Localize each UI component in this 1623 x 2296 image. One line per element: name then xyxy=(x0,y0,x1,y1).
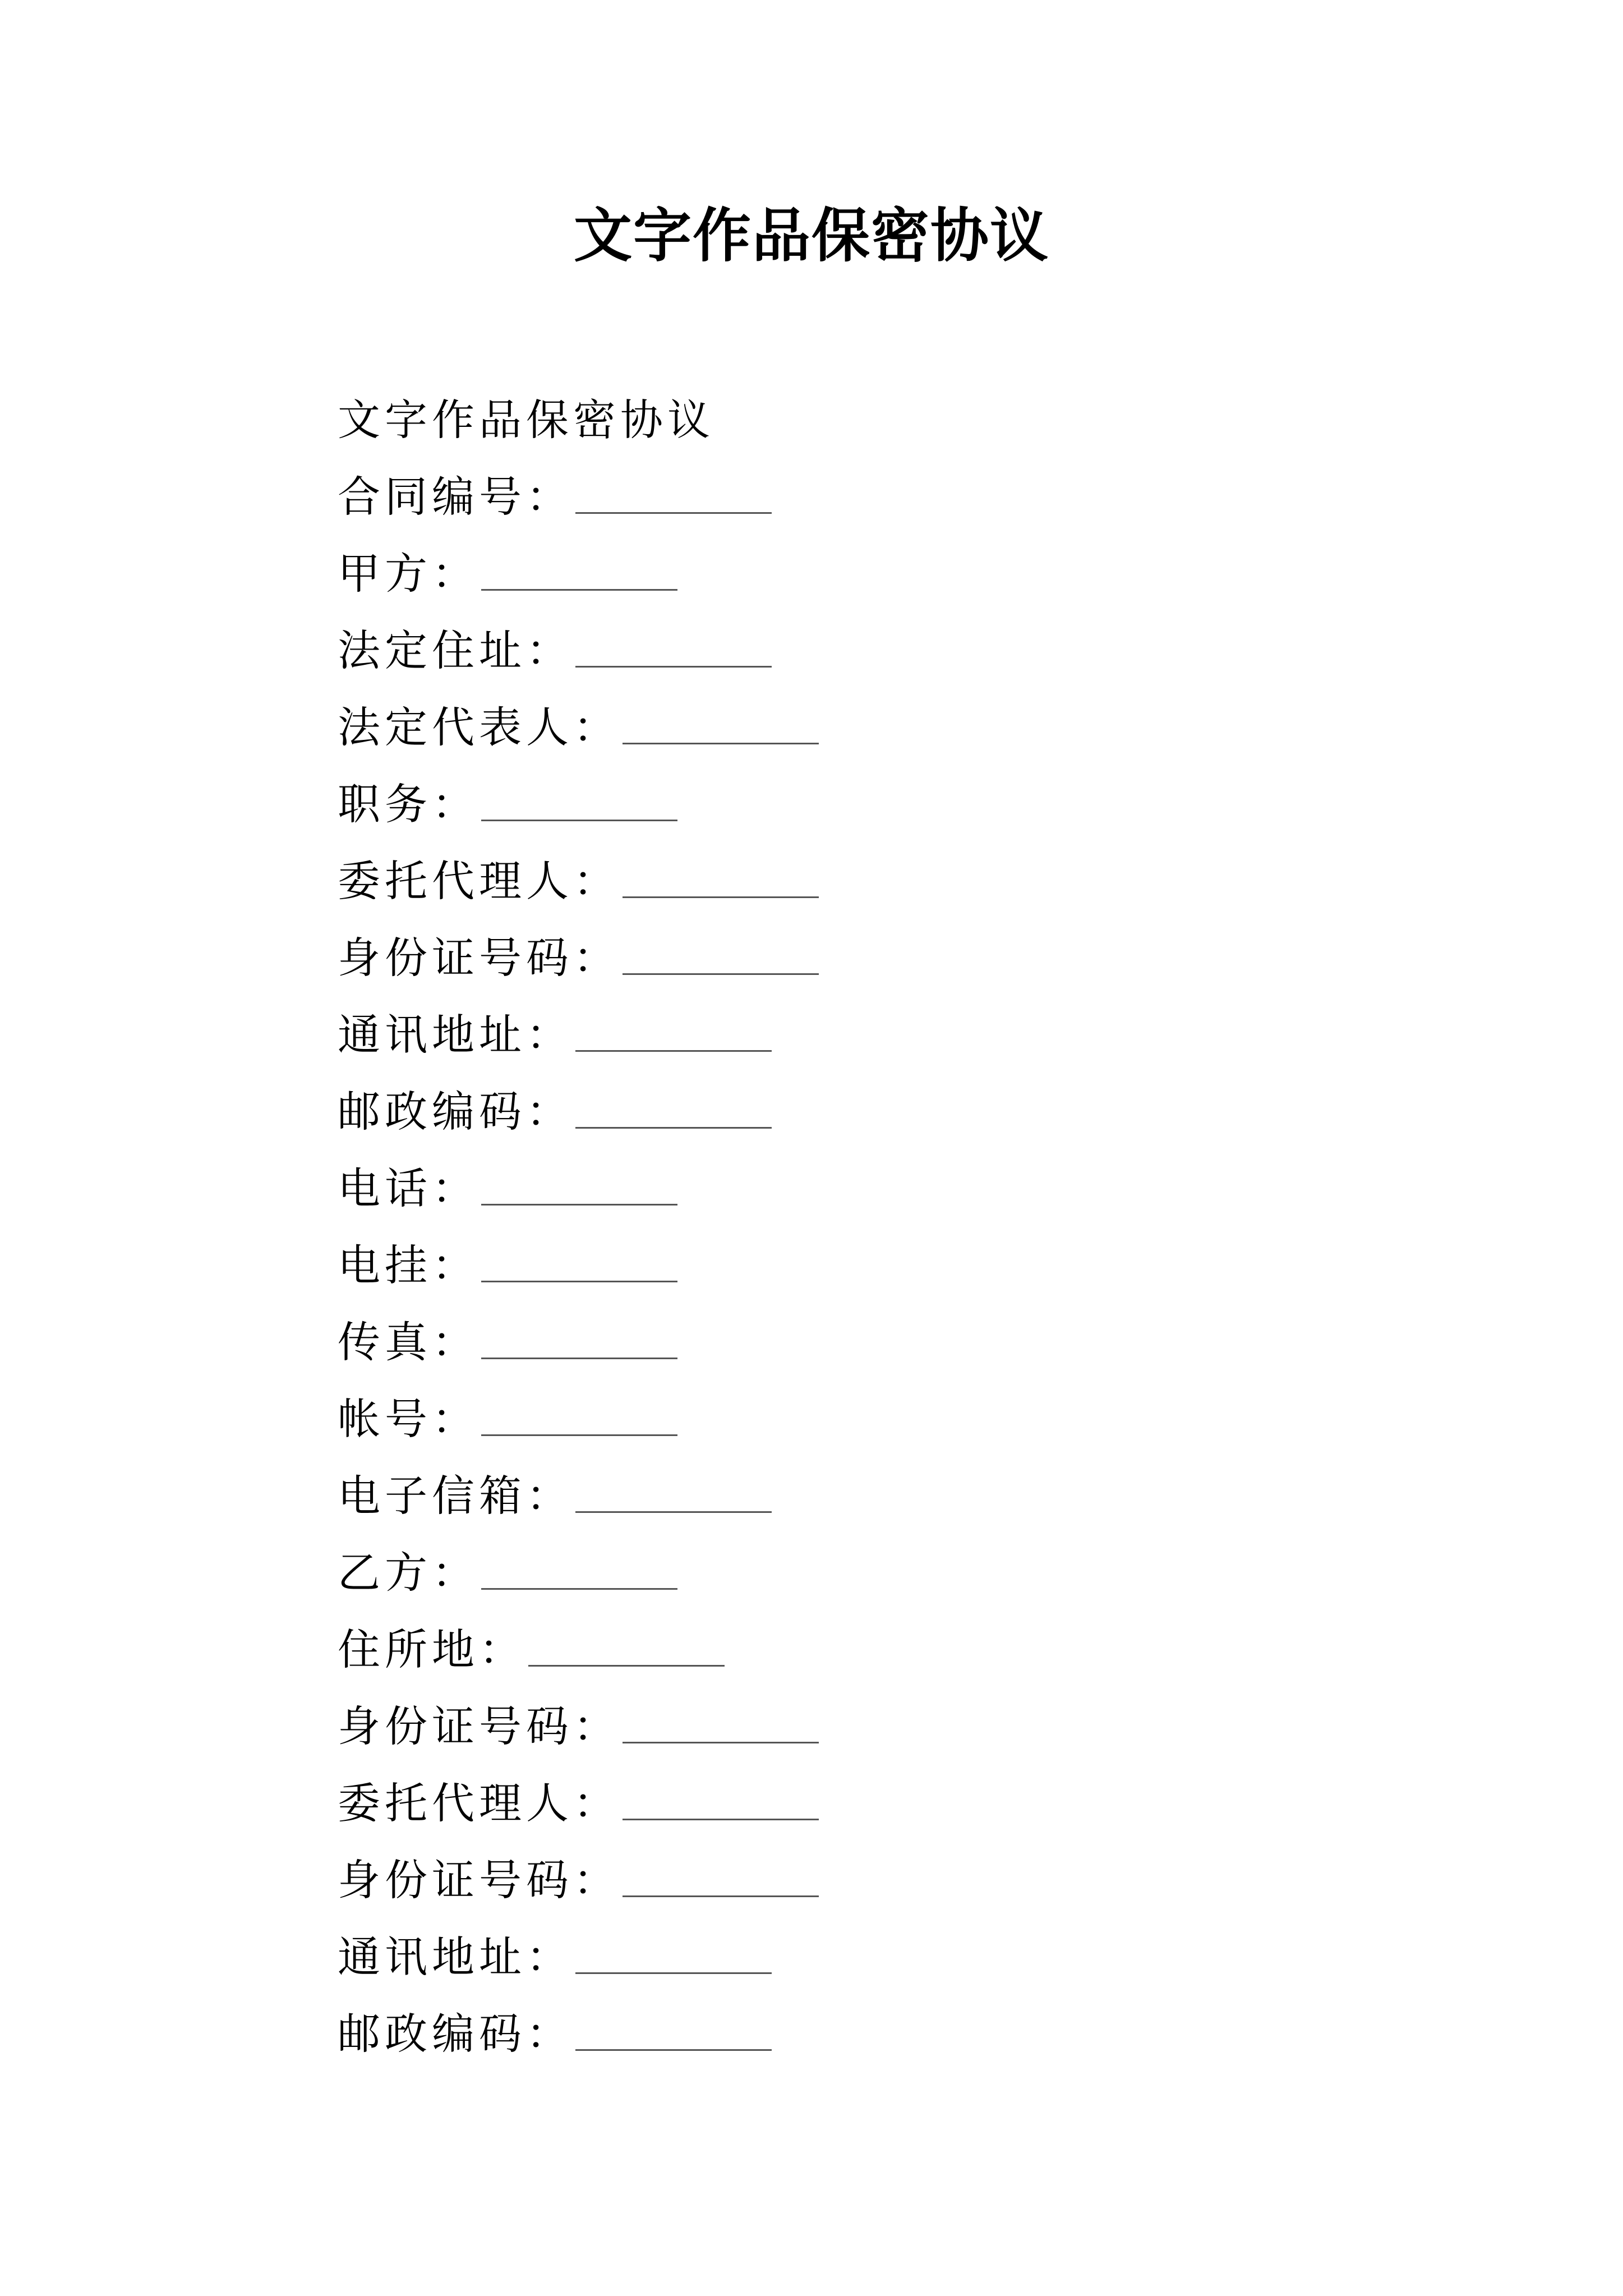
field-party-a xyxy=(338,535,1459,612)
fill-in-blank xyxy=(575,1472,772,1513)
fill-in-blank xyxy=(481,1549,677,1590)
field-label: 通讯地址： xyxy=(338,1010,573,1060)
fill-in-blank xyxy=(623,1703,819,1743)
field-label: 邮政编码： xyxy=(338,1087,573,1137)
fill-in-blank xyxy=(481,780,677,821)
field-residence xyxy=(338,1611,1459,1688)
field-party-b xyxy=(338,1534,1459,1611)
field-id-number-a xyxy=(338,919,1459,996)
field-agent-b xyxy=(338,1765,1459,1842)
fill-in-blank xyxy=(528,1626,725,1667)
field-legal-representative xyxy=(338,689,1459,766)
field-fax xyxy=(338,1304,1459,1381)
field-label: 电子信箱： xyxy=(338,1471,573,1521)
field-label: 电挂： xyxy=(338,1240,479,1290)
field-contract-number xyxy=(338,458,1459,535)
fill-in-blank xyxy=(481,550,677,591)
fill-in-blank xyxy=(623,857,819,898)
fill-in-blank xyxy=(623,703,819,744)
field-label: 传真： xyxy=(338,1317,479,1367)
field-mailing-address-b xyxy=(338,1918,1459,1995)
field-label: 身份证号码： xyxy=(338,1701,620,1751)
fill-in-blank xyxy=(575,1088,772,1129)
field-label: 甲方： xyxy=(338,549,479,599)
fill-in-blank xyxy=(481,1165,677,1205)
field-label: 合同编号： xyxy=(338,472,573,522)
fill-in-blank xyxy=(575,1011,772,1052)
field-label: 职务： xyxy=(338,779,479,829)
field-label: 法定住址： xyxy=(338,625,573,675)
field-label: 帐号： xyxy=(338,1394,479,1444)
document-body xyxy=(338,381,1459,2072)
field-telegraph xyxy=(338,1227,1459,1304)
fill-in-blank xyxy=(481,1395,677,1436)
field-agent-id-number-b xyxy=(338,1842,1459,1918)
field-label: 委托代理人： xyxy=(338,1778,620,1828)
field-label: 通讯地址： xyxy=(338,1932,573,1982)
field-account xyxy=(338,1381,1459,1457)
fill-in-blank xyxy=(623,1856,819,1897)
document-subtitle: 文字作品保密协议 xyxy=(338,395,714,445)
fill-in-blank xyxy=(575,627,772,668)
field-position xyxy=(338,766,1459,843)
field-label: 身份证号码： xyxy=(338,1855,620,1905)
field-label: 乙方： xyxy=(338,1548,479,1598)
fill-in-blank xyxy=(481,1318,677,1359)
fill-in-blank xyxy=(623,934,819,975)
fill-in-blank xyxy=(481,1241,677,1282)
field-email xyxy=(338,1457,1459,1534)
field-mailing-address-a xyxy=(338,996,1459,1073)
field-label: 身份证号码： xyxy=(338,933,620,983)
field-id-number-b xyxy=(338,1688,1459,1765)
fill-in-blank xyxy=(575,2010,772,2051)
field-agent-a xyxy=(338,843,1459,919)
document-title: 文字作品保密协议 xyxy=(573,201,1049,270)
fill-in-blank xyxy=(575,473,772,514)
field-label: 住所地： xyxy=(338,1625,526,1674)
field-label: 法定代表人： xyxy=(338,702,620,752)
fill-in-blank xyxy=(575,1933,772,1974)
field-label: 邮政编码： xyxy=(338,2009,573,2059)
field-postal-code-b xyxy=(338,1995,1459,2072)
field-label: 委托代理人： xyxy=(338,856,620,906)
field-postal-code-a xyxy=(338,1073,1459,1150)
field-phone xyxy=(338,1150,1459,1227)
field-label: 电话： xyxy=(338,1163,479,1213)
fill-in-blank xyxy=(623,1779,819,1820)
field-legal-address xyxy=(338,612,1459,689)
